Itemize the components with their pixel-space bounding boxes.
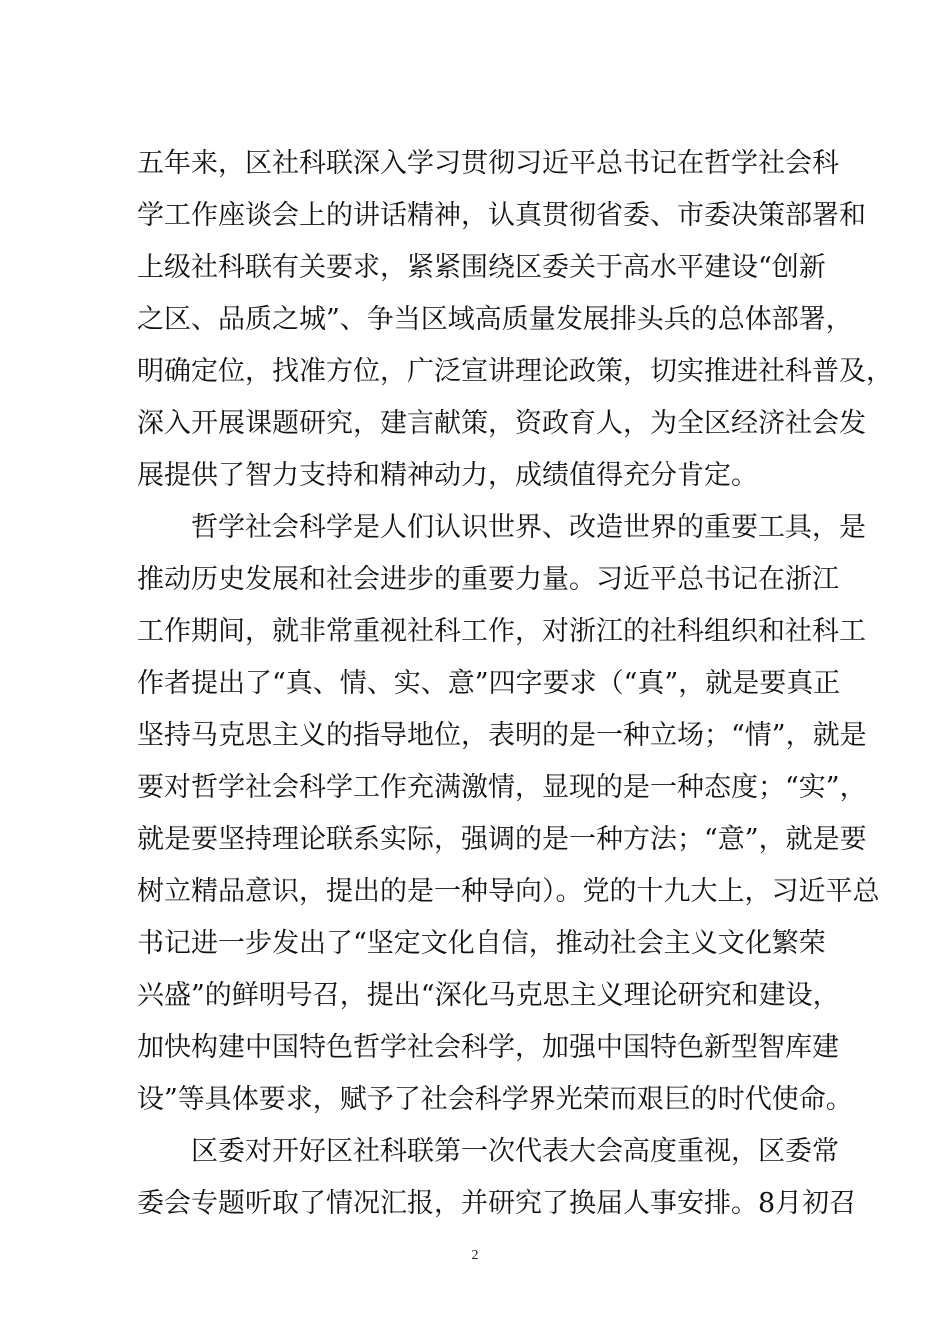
- text-line: 之区、品质之城”、争当区域高质量发展排头兵的总体部署，: [137, 304, 853, 335]
- page-number: 2: [471, 1248, 479, 1263]
- paragraph-2: [137, 502, 880, 1126]
- body-text: [137, 138, 893, 1230]
- text-line: 树立精品意识，提出的是一种导向）。党的十九大上，习近平总: [137, 876, 880, 907]
- text-line: 要对哲学社会科学工作充满激情，显现的是一种态度；“实”，: [137, 772, 867, 803]
- text-line: 推动历史发展和社会进步的重要力量。习近平总书记在浙江: [137, 564, 839, 595]
- text-line: 委会专题听取了情况汇报，并研究了换届人事安排。8月初召: [137, 1188, 857, 1219]
- paragraph-3: [137, 1126, 857, 1230]
- text-line: 哲学社会科学是人们认识世界、改造世界的重要工具，是: [191, 512, 866, 543]
- text-line: 加快构建中国特色哲学社会科学，加强中国特色新型智库建: [137, 1032, 839, 1063]
- text-line: 设”等具体要求，赋予了社会科学界光荣而艰巨的时代使命。: [137, 1084, 853, 1115]
- text-line: 兴盛”的鲜明号召，提出“深化马克思主义理论研究和建设，: [137, 980, 840, 1011]
- text-line: 深入开展课题研究，建言献策，资政育人，为全区经济社会发: [137, 408, 866, 439]
- text-line: 书记进一步发出了“坚定文化自信，推动社会主义文化繁荣: [137, 928, 826, 959]
- text-line: 五年来，区社科联深入学习贯彻习近平总书记在哲学社会科: [137, 148, 839, 179]
- text-line: 上级社科联有关要求，紧紧围绕区委关于高水平建设“创新: [137, 252, 826, 283]
- text-line: 作者提出了“真、情、实、意”四字要求（“真”，就是要真正: [137, 668, 841, 699]
- text-line: 明确定位，找准方位，广泛宣讲理论政策，切实推进社科普及，: [137, 356, 893, 387]
- paragraph-1: [137, 138, 893, 502]
- text-line: 就是要坚持理论联系实际，强调的是一种方法；“意”，就是要: [137, 824, 867, 855]
- text-line: 学工作座谈会上的讲话精神，认真贯彻省委、市委决策部署和: [137, 200, 866, 231]
- text-line: 区委对开好区社科联第一次代表大会高度重视，区委常: [191, 1136, 839, 1167]
- text-line: 坚持马克思主义的指导地位，表明的是一种立场；“情”，就是: [137, 720, 867, 751]
- text-line: 工作期间，就非常重视社科工作，对浙江的社科组织和社科工: [137, 616, 866, 647]
- text-line: 展提供了智力支持和精神动力，成绩值得充分肯定。: [137, 460, 758, 491]
